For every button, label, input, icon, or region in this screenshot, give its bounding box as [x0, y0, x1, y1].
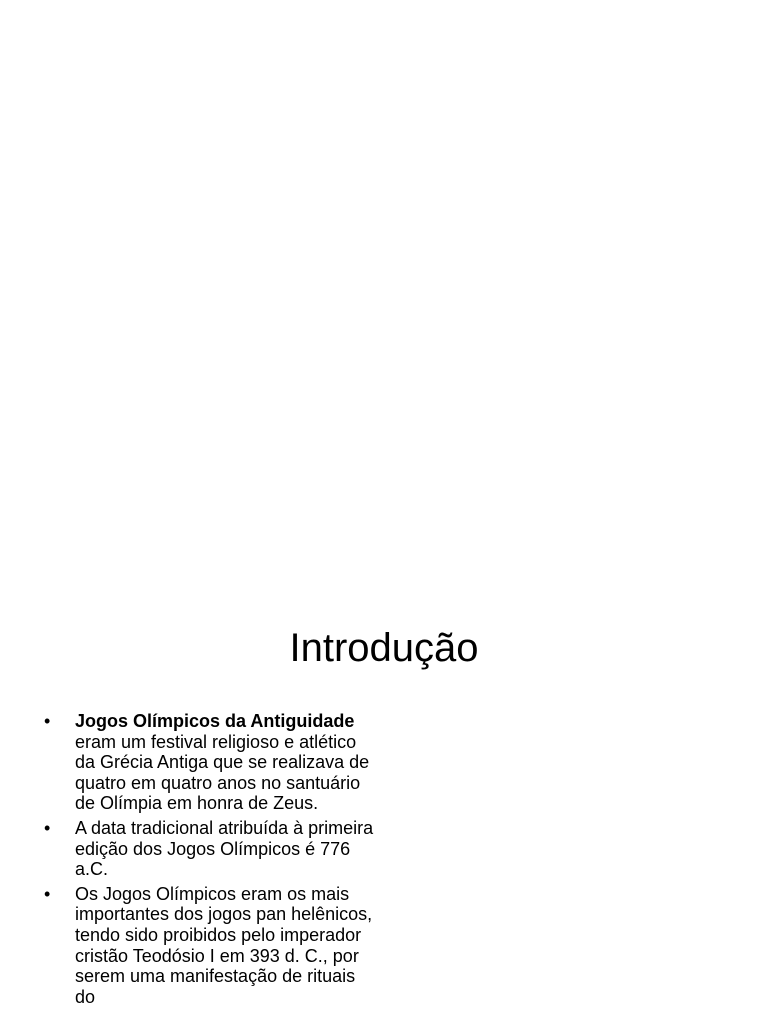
slide-title: Introdução: [289, 626, 479, 670]
bullet-text: eram um festival religioso e atlético da Grécia Antiga que se realizava de quatro em quatro anos no santuário de Olímpia em honra de Zeus.: [75, 731, 370, 814]
bullet-icon: •: [44, 817, 51, 838]
bullet-icon: •: [44, 711, 51, 731]
bullet-list: [44, 711, 374, 1011]
bullet-item-prohibition: [44, 884, 374, 1008]
bullet-text: A data tradicional atribuída à primeira edição dos Jogos Olímpicos é 776 a.C.: [75, 817, 374, 880]
bullet-bold-lead: Jogos Olímpicos da Antiguidade: [75, 711, 355, 731]
bullet-item-first-edition: [44, 818, 374, 880]
bullet-icon: •: [44, 883, 51, 904]
bullet-text: Os Jogos Olímpicos eram os mais importantes dos jogos pan helênicos, tendo sido proibidos pelo imperador cristão Teodósio I em 393 d. C., por serem uma manifestação de rituais do: [75, 883, 373, 1007]
bullet-item-olympics-antiquity: [44, 711, 374, 814]
